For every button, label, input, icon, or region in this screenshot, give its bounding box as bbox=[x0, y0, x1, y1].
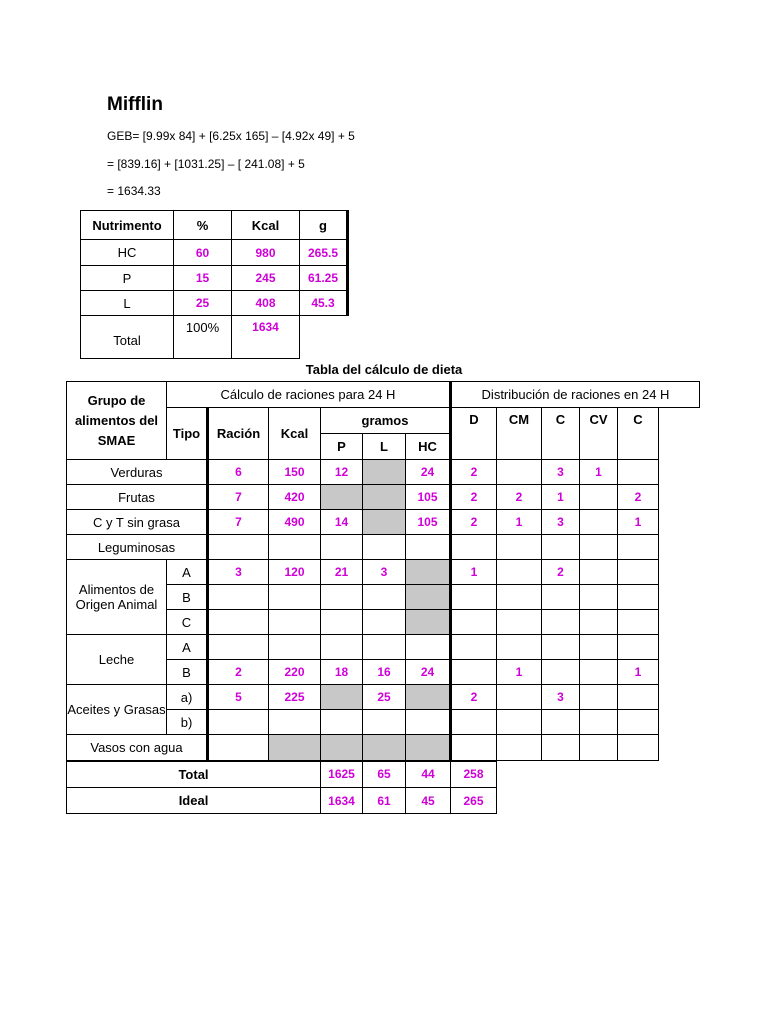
header-gramos: gramos bbox=[321, 408, 451, 434]
table-row bbox=[67, 510, 700, 535]
total-kcal: 1634 bbox=[232, 316, 300, 359]
empty-cell bbox=[659, 585, 700, 610]
d-cell: 2 bbox=[451, 485, 497, 510]
l-cell: 16 bbox=[363, 660, 406, 685]
l-cell-shaded bbox=[363, 735, 406, 761]
group-frutas: Frutas bbox=[67, 485, 208, 510]
empty-cell bbox=[497, 788, 700, 814]
c2-cell bbox=[618, 735, 659, 761]
header-tipo: Tipo bbox=[167, 408, 208, 460]
table-row bbox=[67, 685, 700, 710]
nutrient-kcal: 980 bbox=[232, 240, 300, 266]
c2-cell: 1 bbox=[618, 510, 659, 535]
tipo-cell: b) bbox=[167, 710, 208, 735]
c-cell bbox=[542, 610, 580, 635]
table-row bbox=[67, 535, 700, 560]
cm-cell bbox=[497, 560, 542, 585]
l-cell-shaded bbox=[363, 510, 406, 535]
cm-cell: 2 bbox=[497, 485, 542, 510]
table-row-total bbox=[67, 761, 700, 788]
hc-cell-shaded bbox=[406, 735, 451, 761]
racion-cell: 7 bbox=[208, 485, 269, 510]
c-cell bbox=[542, 735, 580, 761]
cm-cell bbox=[497, 685, 542, 710]
table-row bbox=[81, 291, 348, 316]
nutrient-percent: 60 bbox=[174, 240, 232, 266]
l-cell bbox=[363, 585, 406, 610]
c-cell: 3 bbox=[542, 510, 580, 535]
racion-cell bbox=[208, 635, 269, 660]
tipo-cell: A bbox=[167, 635, 208, 660]
total-hc: 258 bbox=[451, 761, 497, 788]
group-verduras: Verduras bbox=[67, 460, 208, 485]
p-cell: 12 bbox=[321, 460, 363, 485]
kcal-cell: 225 bbox=[269, 685, 321, 710]
hc-cell: 24 bbox=[406, 660, 451, 685]
kcal-cell bbox=[269, 635, 321, 660]
tipo-cell: a) bbox=[167, 685, 208, 710]
racion-cell: 5 bbox=[208, 685, 269, 710]
header-c: C bbox=[542, 408, 580, 460]
p-cell: 21 bbox=[321, 560, 363, 585]
cv-cell bbox=[580, 535, 618, 560]
cm-cell bbox=[497, 710, 542, 735]
hc-cell-shaded bbox=[406, 560, 451, 585]
empty-cell bbox=[497, 761, 700, 788]
racion-cell bbox=[208, 735, 269, 761]
kcal-cell: 490 bbox=[269, 510, 321, 535]
d-cell: 2 bbox=[451, 510, 497, 535]
header-percent: % bbox=[174, 211, 232, 240]
nutrient-name: HC bbox=[81, 240, 174, 266]
group-leche: Leche bbox=[67, 635, 167, 685]
cm-cell bbox=[497, 735, 542, 761]
kcal-cell: 220 bbox=[269, 660, 321, 685]
header-cm: CM bbox=[497, 408, 542, 460]
cv-cell bbox=[580, 685, 618, 710]
cm-cell bbox=[497, 610, 542, 635]
empty-cell bbox=[659, 735, 700, 761]
cv-cell bbox=[580, 560, 618, 585]
table-row bbox=[81, 266, 348, 291]
group-leguminosas: Leguminosas bbox=[67, 535, 208, 560]
equation-line-2: = [839.16] + [1031.25] – [ 241.08] + 5 bbox=[107, 157, 305, 171]
hc-cell: 105 bbox=[406, 485, 451, 510]
p-cell-shaded bbox=[321, 735, 363, 761]
hc-cell: 24 bbox=[406, 460, 451, 485]
kcal-cell: 120 bbox=[269, 560, 321, 585]
d-cell bbox=[451, 585, 497, 610]
empty-cell bbox=[659, 535, 700, 560]
empty-cell bbox=[659, 610, 700, 635]
nutrient-name: P bbox=[81, 266, 174, 291]
header-distribution: Distribución de raciones en 24 H bbox=[451, 382, 700, 408]
c2-cell bbox=[618, 460, 659, 485]
cv-cell: 1 bbox=[580, 460, 618, 485]
nutrient-name: L bbox=[81, 291, 174, 316]
equation-line-3: = 1634.33 bbox=[107, 184, 161, 198]
p-cell-shaded bbox=[321, 685, 363, 710]
ideal-l: 45 bbox=[406, 788, 451, 814]
nutrient-grams: 61.25 bbox=[300, 266, 348, 291]
kcal-cell bbox=[269, 710, 321, 735]
table-row bbox=[67, 485, 700, 510]
header-grams: g bbox=[300, 211, 348, 240]
ideal-label: Ideal bbox=[67, 788, 321, 814]
racion-cell: 6 bbox=[208, 460, 269, 485]
l-cell-shaded bbox=[363, 485, 406, 510]
p-cell bbox=[321, 610, 363, 635]
empty-cell bbox=[300, 316, 348, 359]
hc-cell: 105 bbox=[406, 510, 451, 535]
d-cell bbox=[451, 660, 497, 685]
cm-cell bbox=[497, 535, 542, 560]
nutrient-grams: 45.3 bbox=[300, 291, 348, 316]
hc-cell bbox=[406, 710, 451, 735]
cm-cell: 1 bbox=[497, 510, 542, 535]
l-cell bbox=[363, 610, 406, 635]
hc-cell bbox=[406, 535, 451, 560]
header-hc: HC bbox=[406, 434, 451, 460]
hc-cell bbox=[406, 635, 451, 660]
header-racion: Ración bbox=[208, 408, 269, 460]
kcal-cell bbox=[269, 610, 321, 635]
racion-cell bbox=[208, 585, 269, 610]
kcal-cell: 420 bbox=[269, 485, 321, 510]
header-kcal: Kcal bbox=[269, 408, 321, 460]
c2-cell bbox=[618, 635, 659, 660]
total-p: 65 bbox=[363, 761, 406, 788]
c2-cell bbox=[618, 710, 659, 735]
tipo-cell: C bbox=[167, 610, 208, 635]
d-cell bbox=[451, 735, 497, 761]
header-group: Grupo de alimentos del SMAE bbox=[67, 382, 167, 460]
total-percent: 100% bbox=[174, 316, 232, 359]
diet-table-caption: Tabla del cálculo de dieta bbox=[305, 362, 463, 377]
p-cell: 14 bbox=[321, 510, 363, 535]
empty-cell bbox=[659, 460, 700, 485]
tipo-cell: A bbox=[167, 560, 208, 585]
header-calc: Cálculo de raciones para 24 H bbox=[167, 382, 451, 408]
c2-cell: 1 bbox=[618, 660, 659, 685]
table-row-total bbox=[81, 316, 348, 359]
page-title: Mifflin bbox=[107, 94, 163, 115]
l-cell bbox=[363, 710, 406, 735]
cv-cell bbox=[580, 660, 618, 685]
group-aceites-grasas: Aceites y Grasas bbox=[67, 685, 167, 735]
c-cell: 2 bbox=[542, 560, 580, 585]
kcal-cell-shaded bbox=[269, 735, 321, 761]
p-cell-shaded bbox=[321, 485, 363, 510]
nutrient-grams: 265.5 bbox=[300, 240, 348, 266]
table-row bbox=[81, 240, 348, 266]
ideal-p: 61 bbox=[363, 788, 406, 814]
header-l: L bbox=[363, 434, 406, 460]
header-p: P bbox=[321, 434, 363, 460]
group-vasos-agua: Vasos con agua bbox=[67, 735, 208, 761]
racion-cell: 3 bbox=[208, 560, 269, 585]
empty-cell bbox=[659, 485, 700, 510]
kcal-cell bbox=[269, 585, 321, 610]
racion-cell bbox=[208, 535, 269, 560]
cv-cell bbox=[580, 735, 618, 761]
d-cell: 1 bbox=[451, 560, 497, 585]
empty-cell bbox=[659, 660, 700, 685]
p-cell bbox=[321, 535, 363, 560]
l-cell bbox=[363, 635, 406, 660]
empty-cell bbox=[659, 560, 700, 585]
l-cell-shaded bbox=[363, 460, 406, 485]
c-cell bbox=[542, 535, 580, 560]
c2-cell bbox=[618, 560, 659, 585]
nutrient-kcal: 408 bbox=[232, 291, 300, 316]
diet-calculation-table bbox=[66, 381, 700, 814]
nutrient-percent: 15 bbox=[174, 266, 232, 291]
hc-cell-shaded bbox=[406, 610, 451, 635]
c-cell: 3 bbox=[542, 460, 580, 485]
header-d: D bbox=[451, 408, 497, 460]
table-row bbox=[67, 735, 700, 761]
total-l: 44 bbox=[406, 761, 451, 788]
table-row bbox=[67, 635, 700, 660]
cm-cell bbox=[497, 460, 542, 485]
header-cv: CV bbox=[580, 408, 618, 460]
c-cell: 1 bbox=[542, 485, 580, 510]
hc-cell-shaded bbox=[406, 585, 451, 610]
cv-cell bbox=[580, 585, 618, 610]
tipo-cell: B bbox=[167, 660, 208, 685]
d-cell bbox=[451, 635, 497, 660]
table-row-ideal bbox=[67, 788, 700, 814]
equation-line-1: GEB= [9.99x 84] + [6.25x 165] – [4.92x 49] + 5 bbox=[107, 129, 355, 143]
cv-cell bbox=[580, 710, 618, 735]
d-cell bbox=[451, 535, 497, 560]
total-label: Total bbox=[81, 316, 174, 359]
total-label: Total bbox=[67, 761, 321, 788]
c2-cell bbox=[618, 610, 659, 635]
l-cell: 3 bbox=[363, 560, 406, 585]
cv-cell bbox=[580, 485, 618, 510]
header-nutrimento: Nutrimento bbox=[81, 211, 174, 240]
table-row bbox=[67, 460, 700, 485]
group-cereales-tuberculos: C y T sin grasa bbox=[67, 510, 208, 535]
c2-cell bbox=[618, 685, 659, 710]
header-c-2: C bbox=[618, 408, 659, 460]
kcal-cell bbox=[269, 535, 321, 560]
c-cell bbox=[542, 710, 580, 735]
macronutrient-table bbox=[80, 210, 349, 359]
d-cell bbox=[451, 610, 497, 635]
empty-cell bbox=[659, 685, 700, 710]
tipo-cell: B bbox=[167, 585, 208, 610]
c2-cell: 2 bbox=[618, 485, 659, 510]
hc-cell-shaded bbox=[406, 685, 451, 710]
empty-cell bbox=[659, 710, 700, 735]
racion-cell bbox=[208, 610, 269, 635]
c-cell bbox=[542, 585, 580, 610]
ideal-kcal: 1634 bbox=[321, 788, 363, 814]
ideal-hc: 265 bbox=[451, 788, 497, 814]
nutrient-percent: 25 bbox=[174, 291, 232, 316]
cv-cell bbox=[580, 510, 618, 535]
cm-cell bbox=[497, 585, 542, 610]
cv-cell bbox=[580, 635, 618, 660]
c2-cell bbox=[618, 585, 659, 610]
empty-cell bbox=[659, 635, 700, 660]
c-cell bbox=[542, 635, 580, 660]
cm-cell: 1 bbox=[497, 660, 542, 685]
c-cell bbox=[542, 660, 580, 685]
cv-cell bbox=[580, 610, 618, 635]
p-cell bbox=[321, 585, 363, 610]
d-cell: 2 bbox=[451, 460, 497, 485]
group-alimentos-origen-animal: Alimentos de Origen Animal bbox=[67, 560, 167, 635]
table-row bbox=[67, 560, 700, 585]
header-kcal: Kcal bbox=[232, 211, 300, 240]
empty-cell bbox=[659, 510, 700, 535]
c2-cell bbox=[618, 535, 659, 560]
cm-cell bbox=[497, 635, 542, 660]
empty-cell bbox=[659, 408, 700, 460]
kcal-cell: 150 bbox=[269, 460, 321, 485]
p-cell bbox=[321, 710, 363, 735]
total-kcal: 1625 bbox=[321, 761, 363, 788]
l-cell: 25 bbox=[363, 685, 406, 710]
p-cell: 18 bbox=[321, 660, 363, 685]
d-cell bbox=[451, 710, 497, 735]
d-cell: 2 bbox=[451, 685, 497, 710]
nutrient-kcal: 245 bbox=[232, 266, 300, 291]
c-cell: 3 bbox=[542, 685, 580, 710]
racion-cell: 2 bbox=[208, 660, 269, 685]
racion-cell: 7 bbox=[208, 510, 269, 535]
p-cell bbox=[321, 635, 363, 660]
l-cell bbox=[363, 535, 406, 560]
racion-cell bbox=[208, 710, 269, 735]
